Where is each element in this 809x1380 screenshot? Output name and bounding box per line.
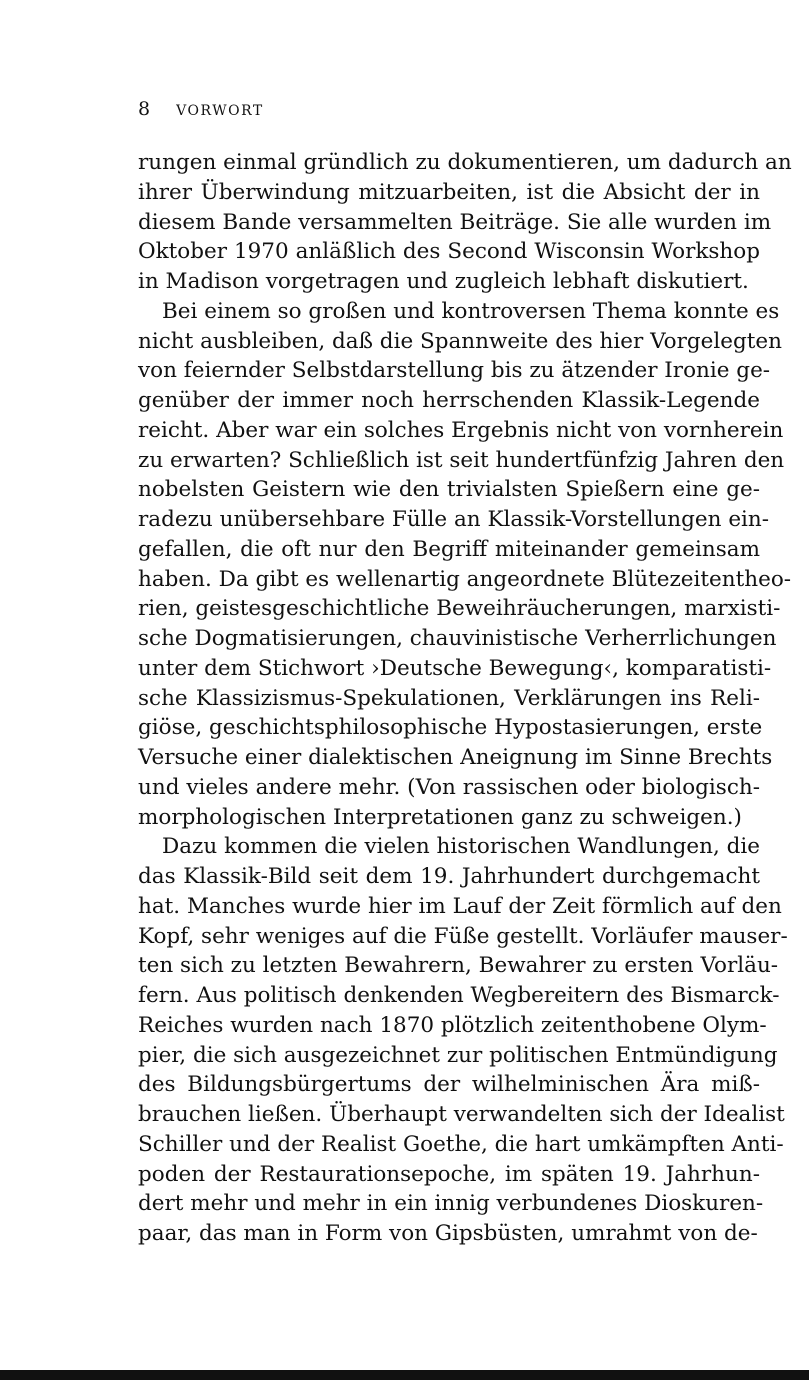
paragraph	[138, 297, 792, 833]
text-line: genüber der immer noch herrschenden Klassik-Legende	[138, 388, 760, 413]
body-text	[138, 148, 792, 1249]
text-line: unter dem Stichwort ›Deutsche Bewegung‹, komparatisti-	[138, 655, 772, 681]
text-line: das Klassik-Bild seit dem 19. Jahrhundert durchgemacht	[138, 864, 760, 889]
text-line: nobelsten Geistern wie den trivialsten Spießern eine ge-	[138, 477, 760, 503]
text-line: poden der Restaurationsepoche, im späten 19. Jahrhun-	[138, 1161, 760, 1187]
page-header	[138, 98, 264, 120]
text-line: und vieles andere mehr. (Von rassischen oder biologisch-	[138, 774, 760, 800]
text-line: ihrer Überwindung mitzuarbeiten, ist die Absicht der in	[138, 179, 760, 205]
text-line: sche Dogmatisierungen, chauvinistische Verherrlichungen	[138, 626, 777, 651]
page-number: 8	[138, 98, 152, 120]
text-line: Oktober 1970 anläßlich des Second Wisconsin Workshop	[138, 239, 760, 265]
text-line: radezu unübersehbare Fülle an Klassik-Vorstellungen ein-	[138, 507, 770, 532]
text-line: nicht ausbleiben, daß die Spannweite des hier Vorgelegten	[138, 328, 782, 354]
text-line: reicht. Aber war ein solches Ergebnis nicht von vornherein	[138, 417, 784, 443]
text-line: pier, die sich ausgezeichnet zur politischen Entmündigung	[138, 1042, 778, 1068]
text-line: fern. Aus politisch denkenden Wegbereitern des Bismarck-	[138, 983, 780, 1008]
text-line: rungen einmal gründlich zu dokumentieren, um dadurch an	[138, 150, 792, 175]
text-line: rien, geistesgeschichtliche Beweihräucherungen, marxisti-	[138, 596, 781, 622]
text-line: Kopf, sehr weniges auf die Füße gestellt. Vorläufer mauser-	[138, 923, 788, 949]
text-line: Schiller und der Realist Goethe, die hart umkämpften Anti-	[138, 1131, 784, 1157]
text-line: brauchen ließen. Überhaupt verwandelten sich der Idealist	[138, 1102, 785, 1127]
text-line: giöse, geschichtsphilosophische Hypostasierungen, erste	[138, 715, 763, 741]
text-line: Versuche einer dialektischen Aneignung im Sinne Brechts	[138, 745, 773, 770]
page-edge	[0, 1370, 809, 1380]
text-line: morphologischen Interpretationen ganz zu schweigen.)	[138, 804, 742, 830]
text-line: haben. Da gibt es wellenartig angeordnete Blütezeitentheo-	[138, 566, 792, 592]
text-line: paar, das man in Form von Gipsbüsten, umrahmt von de-	[138, 1221, 758, 1246]
text-line: in Madison vorgetragen und zugleich lebhaft diskutiert.	[138, 269, 749, 294]
text-line: sche Klassizismus-Spekulationen, Verklärungen ins Reli-	[138, 685, 760, 711]
text-line: gefallen, die oft nur den Begriff miteinander gemeinsam	[138, 536, 760, 562]
text-line: dert mehr und mehr in ein innig verbundenes Dioskuren-	[138, 1191, 764, 1217]
text-line: ten sich zu letzten Bewahrern, Bewahrer zu ersten Vorläu-	[138, 953, 779, 979]
text-line: Reiches wurden nach 1870 plötzlich zeitenthobene Olym-	[138, 1012, 767, 1038]
text-line: von feiernder Selbstdarstellung bis zu ätzender Ironie ge-	[138, 358, 771, 384]
text-line: diesem Bande versammelten Beiträge. Sie alle wurden im	[138, 209, 772, 235]
text-line: Dazu kommen die vielen historischen Wandlungen, die	[162, 834, 760, 860]
text-line: hat. Manches wurde hier im Lauf der Zeit förmlich auf den	[138, 893, 782, 919]
running-title: VORWORT	[176, 103, 264, 119]
text-line: zu erwarten? Schließlich ist seit hundertfünfzig Jahren den	[138, 447, 785, 473]
text-line: Bei einem so großen und kontroversen Thema konnte es	[162, 298, 780, 324]
paragraph	[138, 832, 788, 1249]
text-line: des Bildungsbürgertums der wilhelminischen Ära miß-	[138, 1072, 760, 1098]
paragraph	[138, 148, 792, 297]
